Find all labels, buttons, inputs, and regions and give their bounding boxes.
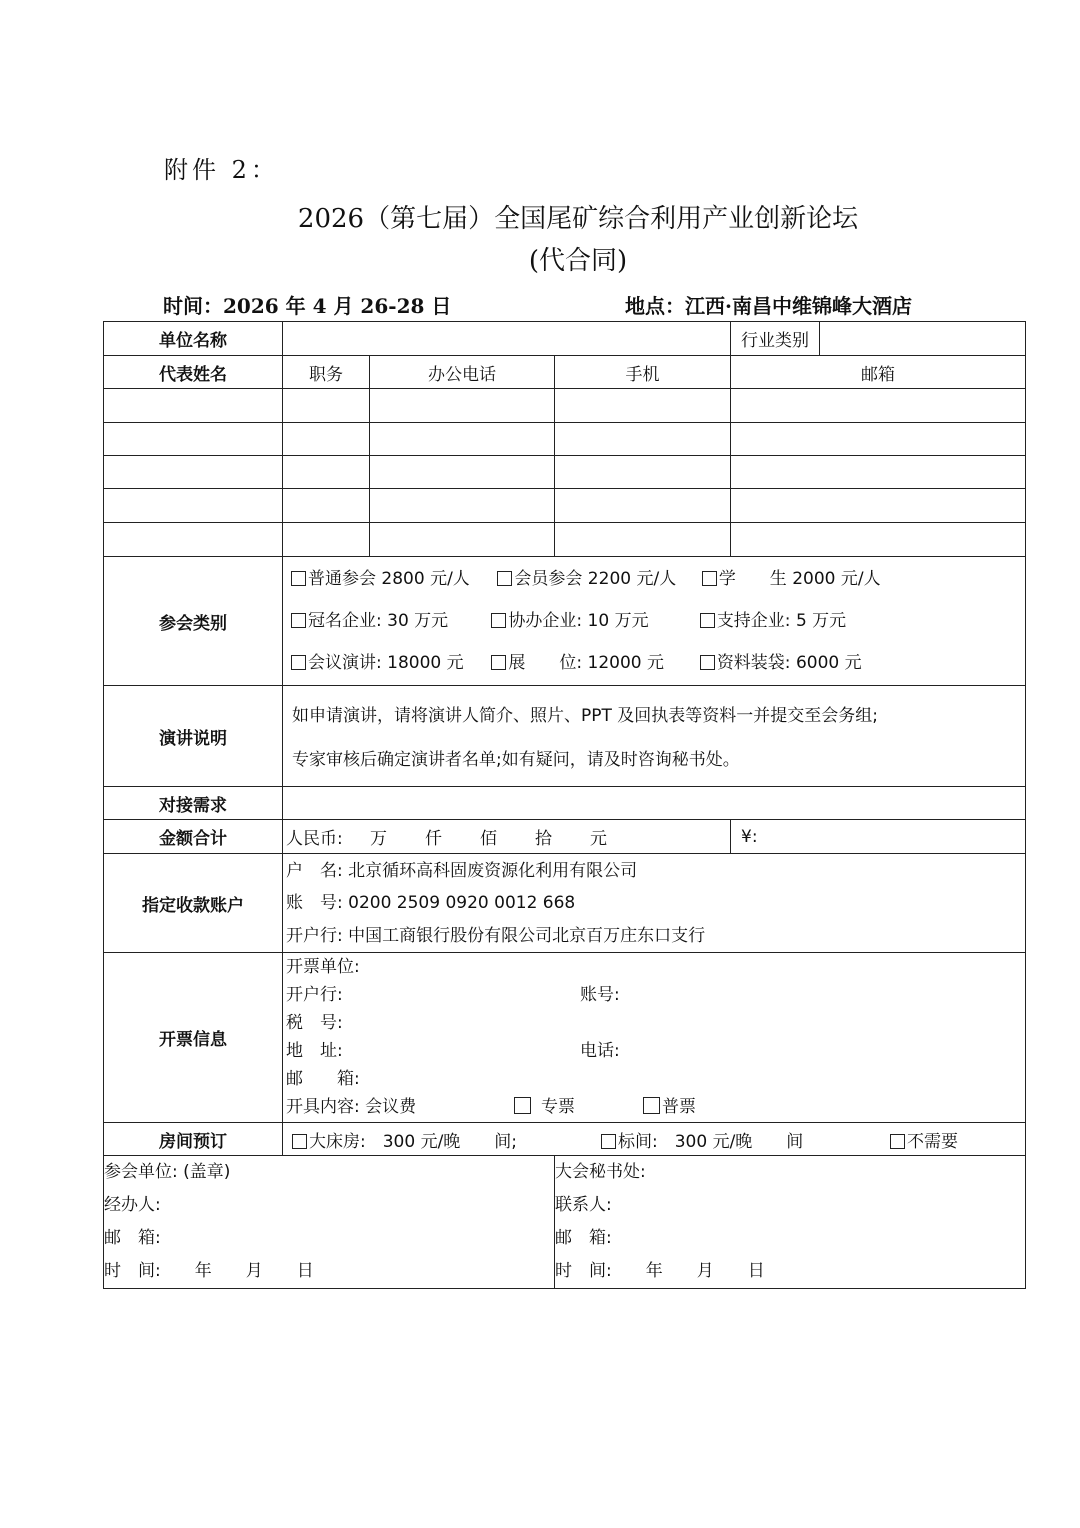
industry-field[interactable] — [820, 322, 1026, 356]
unit-wan: 万 — [370, 829, 387, 849]
table-row[interactable] — [104, 489, 1026, 523]
invoice-info — [283, 953, 1026, 1123]
invoice-unit[interactable]: 开票单位: — [286, 957, 360, 977]
signature-secretariat — [555, 1156, 1026, 1289]
table-row[interactable] — [104, 456, 1026, 489]
checkbox[interactable] — [700, 613, 715, 628]
checkbox[interactable] — [497, 571, 512, 586]
invoice-email[interactable]: 邮 箱: — [286, 1069, 360, 1089]
secretariat-email: 邮 箱: — [555, 1228, 612, 1248]
invoice-special: 专票 — [541, 1097, 575, 1117]
option-speech: 会议演讲: 18000 元 — [308, 653, 464, 673]
option-bag-insert: 资料装袋: 6000 元 — [716, 653, 862, 673]
checkbox[interactable] — [514, 1097, 531, 1114]
signature-attendee — [104, 1156, 555, 1289]
speech-notes — [283, 686, 1026, 787]
amount-label: 金额合计 — [104, 820, 283, 854]
account-bank: 开户行: 中国工商银行股份有限公司北京百万庄东口支行 — [286, 925, 706, 946]
room-standard: 标间: 300 元/晚 间 — [618, 1131, 804, 1152]
unit-bai: 佰 — [480, 829, 497, 849]
account-name: 户 名: 北京循环高科固废资源化利用有限公司 — [286, 860, 638, 881]
checkbox[interactable] — [702, 571, 717, 586]
industry-label: 行业类别 — [731, 322, 820, 356]
account-number: 账 号: 0200 2509 0920 0012 668 — [286, 892, 576, 913]
checkbox[interactable] — [643, 1097, 660, 1114]
invoice-normal: 普票 — [662, 1097, 696, 1117]
col-mobile: 手机 — [555, 356, 731, 389]
table-row[interactable] — [104, 389, 1026, 423]
form-title: 2026（第七届）全国尾矿综合利用产业创新论坛 — [297, 204, 859, 234]
attachment-label: 附件 2： — [164, 156, 279, 184]
checkbox[interactable] — [491, 655, 506, 670]
invoice-label: 开票信息 — [104, 953, 283, 1123]
event-location: 地点：江西·南昌中维锦峰大酒店 — [625, 294, 912, 318]
option-regular: 普通参会 2800 元/人 — [308, 569, 470, 589]
unit-qian: 仟 — [425, 829, 442, 849]
option-student: 学 生 2000 元/人 — [718, 569, 881, 589]
checkbox[interactable] — [291, 571, 306, 586]
account-info — [283, 854, 1026, 953]
checkbox[interactable] — [601, 1134, 616, 1149]
table-row[interactable] — [104, 523, 1026, 557]
secretariat-contact: 联系人: — [555, 1195, 612, 1215]
checkbox[interactable] — [700, 655, 715, 670]
invoice-phone[interactable]: 电话: — [580, 1041, 620, 1061]
form-subtitle: (代合同) — [528, 246, 628, 276]
col-office-phone: 办公电话 — [370, 356, 555, 389]
unit-name-field[interactable] — [283, 322, 731, 356]
amount-yen-field[interactable] — [731, 820, 1026, 854]
attend-type-options — [283, 557, 1026, 686]
option-co-organizer: 协办企业: 10 万元 — [508, 611, 649, 631]
unit-yuan: 元 — [590, 829, 607, 849]
secretariat-date: 时 间: 年 月 日 — [555, 1261, 765, 1281]
invoice-bank[interactable]: 开户行: — [286, 985, 343, 1005]
attend-type-label: 参会类别 — [104, 557, 283, 686]
sign-email: 邮 箱: — [104, 1228, 161, 1248]
col-rep-name: 代表姓名 — [104, 356, 283, 389]
unit-shi: 拾 — [535, 829, 552, 849]
yen-label: ¥: — [741, 826, 758, 847]
checkbox[interactable] — [491, 613, 506, 628]
option-booth: 展 位: 12000 元 — [508, 653, 665, 673]
sign-date: 时 间: 年 月 日 — [104, 1261, 314, 1281]
table-row[interactable] — [104, 423, 1026, 456]
account-label: 指定收款账户 — [104, 854, 283, 953]
option-title-sponsor: 冠名企业: 30 万元 — [308, 611, 449, 631]
unit-name-label: 单位名称 — [104, 322, 283, 356]
amount-rmb-field[interactable] — [283, 820, 731, 854]
room-big-bed: 大床房: 300 元/晚 间; — [309, 1131, 518, 1152]
option-supporter: 支持企业: 5 万元 — [716, 611, 847, 631]
room-label: 房间预订 — [104, 1123, 283, 1156]
invoice-tax-id[interactable]: 税 号: — [286, 1013, 343, 1033]
speech-note-2: 专家审核后确定演讲者名单;如有疑问，请及时咨询秘书处。 — [292, 750, 740, 770]
event-time: 时间：2026 年 4 月 26-28 日 — [163, 294, 452, 318]
secretariat-label: 大会秘书处: — [555, 1162, 646, 1182]
col-email: 邮箱 — [731, 356, 1026, 389]
needs-label: 对接需求 — [104, 787, 283, 820]
checkbox[interactable] — [291, 613, 306, 628]
checkbox[interactable] — [292, 1134, 307, 1149]
invoice-content: 开具内容: 会议费 — [286, 1097, 417, 1117]
sign-unit: 参会单位: (盖章) — [104, 1162, 231, 1182]
speech-label: 演讲说明 — [104, 686, 283, 787]
room-none: 不需要 — [907, 1131, 958, 1152]
option-member: 会员参会 2200 元/人 — [514, 569, 677, 589]
room-options — [283, 1123, 1026, 1156]
invoice-account-no[interactable]: 账号: — [580, 985, 620, 1005]
rmb-label: 人民币: — [286, 829, 343, 849]
col-position: 职务 — [283, 356, 370, 389]
needs-field[interactable] — [283, 787, 1026, 820]
invoice-address[interactable]: 地 址: — [286, 1041, 343, 1061]
checkbox[interactable] — [291, 655, 306, 670]
sign-handler: 经办人: — [104, 1195, 161, 1215]
registration-form — [103, 321, 1026, 1289]
speech-note-1: 如申请演讲，请将演讲人简介、照片、PPT 及回执表等资料一并提交至会务组; — [292, 706, 879, 726]
checkbox[interactable] — [890, 1134, 905, 1149]
